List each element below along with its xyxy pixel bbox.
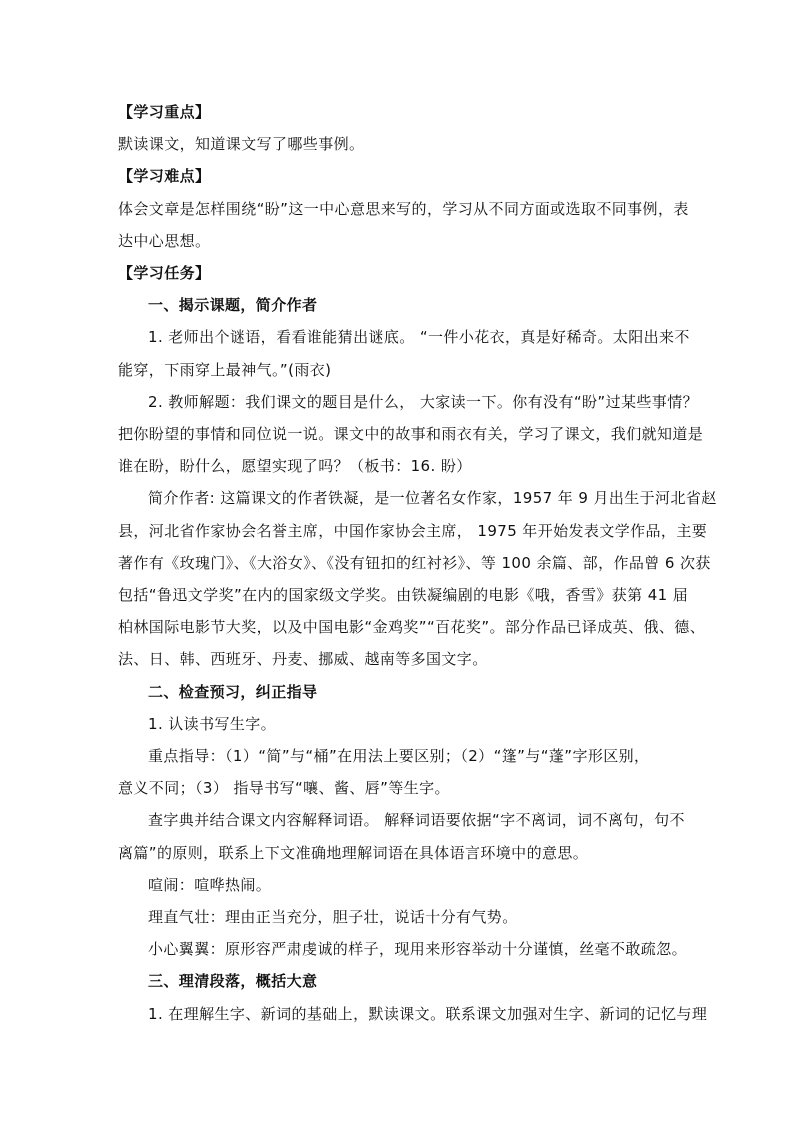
- body-line: 体会文章是怎样围绕“盼”这一中心意思来写的，学习从不同方面或选取不同事例，表: [118, 199, 689, 218]
- section-heading-key-points: 【学习重点】: [118, 103, 211, 121]
- body-line: 柏林国际电影节大奖，以及中国电影“金鸡奖”“百花奖”。部分作品已译成英、俄、德、: [118, 618, 706, 637]
- body-line: 离篇”的原则，联系上下文准确地理解词语在具体语言环境中的意思。: [118, 843, 589, 862]
- body-line: 意义不同；（3） 指导书写“嚷、酱、唇”等生字。: [118, 779, 450, 798]
- body-line: 把你盼望的事情和同位说一说。课文中的故事和雨衣有关，学习了课文，我们就知道是: [118, 425, 704, 444]
- body-line: 著作有《玫瑰门》、《大浴女》、《没有钮扣的红衬衫》、等 100 余篇、部，作品曾 6 次获: [118, 553, 711, 572]
- body-line: 1. 在理解生字、新词的基础上，默读课文。联系课文加强对生字、新词的记忆与理: [148, 1004, 708, 1023]
- section-heading-difficulties: 【学习难点】: [118, 167, 211, 186]
- vocab-line: 小心翼翼：原形容严肃虔诚的样子，现用来形容举动十分谨慎，丝毫不敢疏忽。: [148, 940, 688, 959]
- document-body: [118, 96, 717, 1030]
- body-line: 达中心思想。: [118, 231, 211, 250]
- body-line: 县，河北省作家协会名誉主席，中国作家协会主席， 1975 年开始发表文学作品，主要: [118, 521, 708, 540]
- subsection-heading-introduction: 一、揭示课题，简介作者: [148, 296, 318, 315]
- section-heading-tasks: 【学习任务】: [118, 264, 211, 283]
- body-line: 重点指导：（1）“简”与“桶”在用法上要区别；（2）“篷”与“蓬”字形区别，: [148, 747, 650, 766]
- body-line: 默读课文，知道课文写了哪些事例。: [118, 135, 365, 154]
- body-line: 1. 认读书写生字。: [148, 714, 277, 733]
- subsection-heading-paragraphs: 三、理清段落，概括大意: [148, 972, 318, 991]
- body-line: 查字典并结合课文内容解释词语。 解释词语要依据“字不离词，词不离句，句不: [148, 811, 685, 830]
- vocab-line: 喧闹：喧哗热闹。: [148, 875, 272, 894]
- body-line: 2. 教师解题：我们课文的题目是什么， 大家读一下。你有没有“盼”过某些事情？: [148, 392, 698, 411]
- body-line: 1. 老师出个谜语，看看谁能猜出谜底。 “一件小花衣，真是好稀奇。太阳出来不: [148, 328, 690, 347]
- vocab-line: 理直气壮：理由正当充分，胆子壮，说话十分有气势。: [148, 908, 518, 927]
- body-line: 谁在盼，盼什么，愿望实现了吗？（板书：16. 盼）: [118, 457, 472, 476]
- subsection-heading-preview: 二、检查预习，纠正指导: [148, 682, 318, 701]
- body-line: 包括“鲁迅文学奖”在内的国家级文学奖。由铁凝编剧的电影《哦，香雪》获第 41 届: [118, 586, 689, 605]
- body-line: 法、日、韩、西班牙、丹麦、挪威、越南等多国文字。: [118, 650, 488, 669]
- body-line: 能穿，下雨穿上最神气。”(雨衣): [118, 360, 332, 379]
- body-line: 简介作者: 这篇课文的作者铁凝，是一位著名女作家，1957 年 9 月出生于河北省赵: [148, 489, 717, 508]
